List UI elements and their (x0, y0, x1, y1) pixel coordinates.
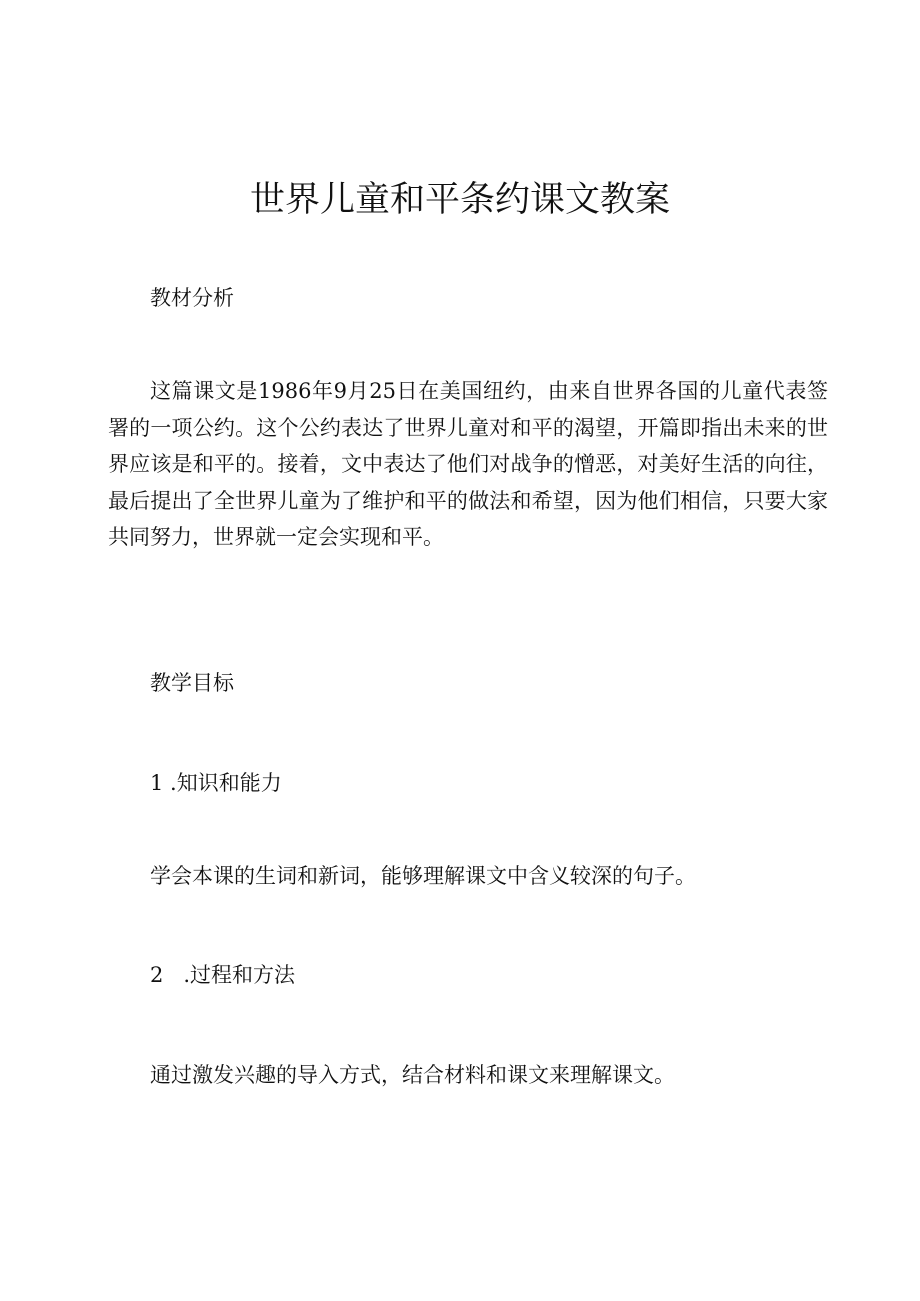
document-title: 世界儿童和平条约课文教案 (249, 180, 670, 220)
goal-subheading-knowledge-ability: 1 .知识和能力 (150, 771, 282, 795)
goal-text-process-method: 通过激发兴趣的导入方式，结合材料和课文来理解课文。 (150, 1063, 675, 1087)
goal-subheading-process-method: 2 .过程和方法 (150, 963, 296, 987)
material-analysis-paragraph: 这篇课文是1986年9月25日在美国纽约，由来自世界各国的儿童代表签署的一项公约。这个公约表达了世界儿童对和平的渴望，开篇即指出未来的世界应该是和平的。接着，文中表达了他们对战争的憎恶，对美好生活的向往，最后提出了全世界儿童为了维护和平的做法和希望，因为他们相信，只要大家共同努力，世界就一定会实现和平。 (108, 379, 828, 549)
section-heading-material-analysis: 教材分析 (150, 286, 234, 310)
section-heading-teaching-goals: 教学目标 (150, 671, 234, 695)
goal-text-knowledge-ability: 学会本课的生词和新词，能够理解课文中含义较深的句子。 (150, 864, 696, 888)
